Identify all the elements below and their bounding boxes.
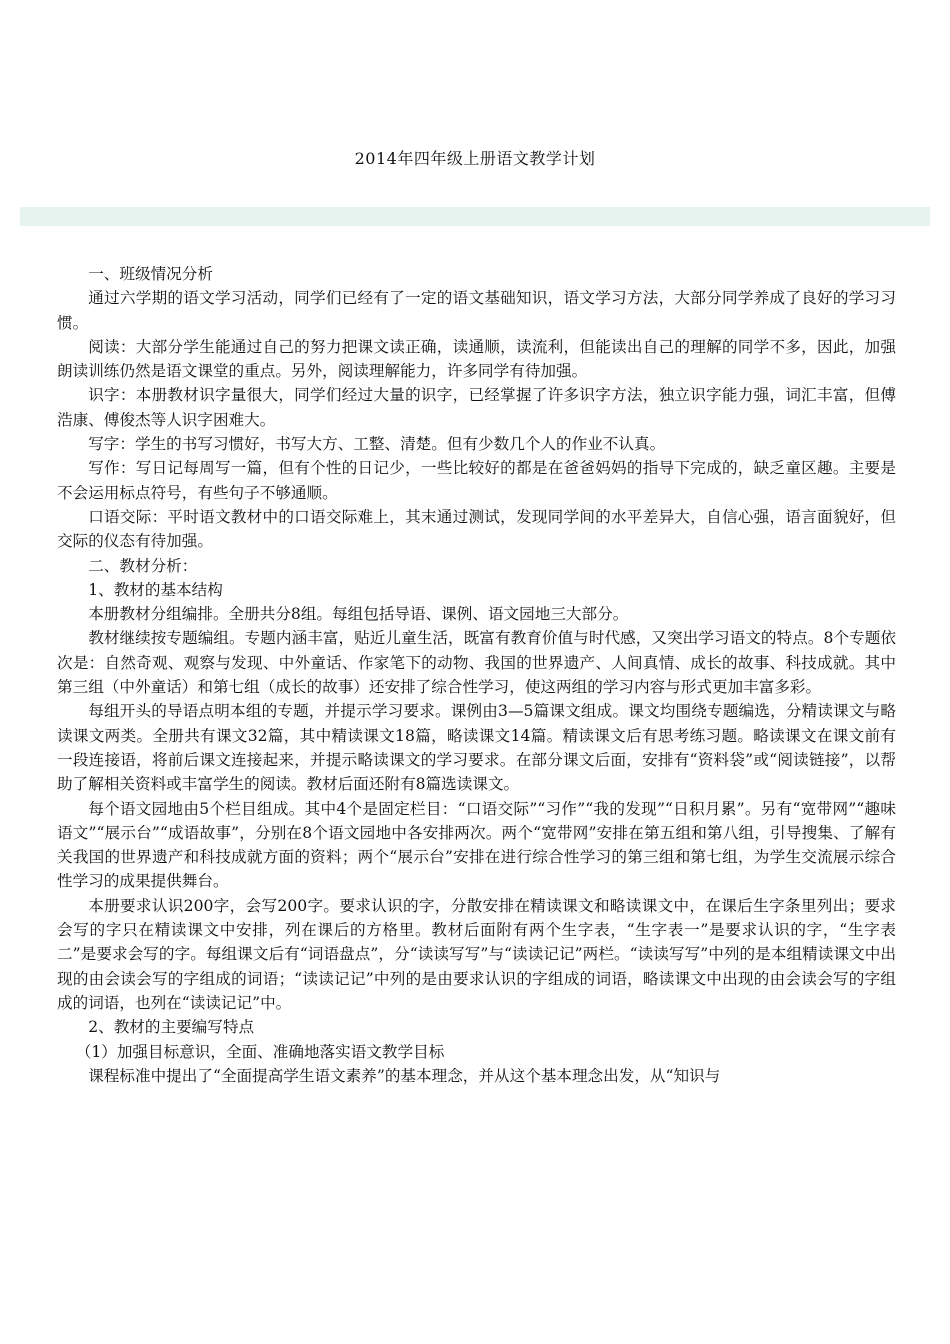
paragraph: 写作：写日记每周写一篇，但有个性的日记少，一些比较好的都是在爸爸妈妈的指导下完成的，缺乏童区趣。主要是不会运用标点符号，有些句子不够通顺。	[57, 459, 896, 502]
section-heading: 二、教材分析：	[88, 556, 198, 575]
page-title: 2014年四年级上册语文教学计划	[354, 149, 596, 168]
paragraph: 通过六学期的语文学习活动，同学们已经有了一定的语文基础知识，语文学习方法，大部分同学养成了良好的学习习惯。	[57, 289, 896, 332]
paragraph: 口语交际：平时语文教材中的口语交际难上，其末通过测试，发现同学间的水平差异大，自信心强，语言面貌好，但交际的仪态有待加强。	[57, 507, 896, 551]
header-band	[20, 207, 930, 226]
paragraph: 每组开头的导语点明本组的专题，并提示学习要求。课例由3—5篇课文组成。课文均围绕专题编选，分精读课文与略读课文两类。全册共有课文32篇，其中精读课文18篇，略读课文14篇。精读课文后有思考练习题。略读课文在课文前有一段连接语，将前后课文连接起来，并提示略读课文的学习要求。在部分课文后面，安排有“资料袋”或“阅读链接”，以帮助了解相关资料或丰富学生的阅读。教材后面还附有8篇选读课文。	[57, 702, 896, 794]
paragraph: 每个语文园地由5个栏目组成。其中4个是固定栏目：“口语交际”“习作”“我的发现”“日积月累”。另有“宽带网”“趣味语文”“展示台”“成语故事”，分别在8个语文园地中各安排两次。两个“宽带网”安排在第五组和第八组，引导搜集、了解有关我国的世界遗产和科技成就方面的资料；两个“展示台”安排在进行综合性学习的第三组和第七组，为学生交流展示综合性学习的成果提供舞台。	[57, 799, 896, 891]
paragraph: 本册要求认识200字，会写200字。要求认识的字，分散安排在精读课文和略读课文中，在课后生字条里列出；要求会写的字只在精读课文中安排，列在课后的方格里。教材后面附有两个生字表，“生字表一”是要求认识的字，“生字表二”是要求会写的字。每组课文后有“词语盘点”，分“读读写写”与“读读记记”两栏。“读读写写”中列的是本组精读课文中出现的由会读会写的字组成的词语；“读读记记”中列的是由要求认识的字组成的词语，略读课文中出现的由会读会写的字组成的词语，也列在“读读记记”中。	[57, 896, 896, 1012]
paragraph: 阅读：大部分学生能通过自己的努力把课文读正确，读通顺，读流利，但能读出自己的理解的同学不多，因此，加强朗读训练仍然是语文课堂的重点。另外，阅读理解能力，许多同学有待加强。	[57, 337, 896, 381]
paragraph: 教材继续按专题编组。专题内涵丰富，贴近儿童生活，既富有教育价值与时代感，又突出学习语文的特点。8个专题依次是：自然奇观、观察与发现、中外童话、作家笔下的动物、我国的世界遗产、人间真情、成长的故事、科技成就。其中第三组（中外童话）和第七组（成长的故事）还安排了综合性学习，使这两组的学习内容与形式更加丰富多彩。	[57, 629, 896, 697]
paragraph: 课程标准中提出了“全面提高学生语文素养”的基本理念，并从这个基本理念出发，从“知识与	[88, 1066, 721, 1085]
paragraph: 本册教材分组编排。全册共分8组。每组包括导语、课例、语文园地三大部分。	[88, 605, 629, 624]
subsection-heading: 2、教材的主要编写特点	[88, 1018, 255, 1037]
document-body	[57, 262, 896, 1088]
paragraph: 写字：学生的书写习惯好，书写大方、工整、清楚。但有少数几个人的作业不认真。	[88, 435, 666, 454]
paragraph: 识字：本册教材识字量很大，同学们经过大量的识字，已经掌握了许多识字方法，独立识字能力强，词汇丰富，但傅浩康、傅俊杰等人识字困难大。	[57, 386, 896, 429]
subsection-heading: （1）加强目标意识，全面、准确地落实语文教学目标	[75, 1042, 445, 1061]
subsection-heading: 1、教材的基本结构	[88, 580, 223, 599]
section-heading: 一、班级情况分析	[88, 265, 213, 283]
